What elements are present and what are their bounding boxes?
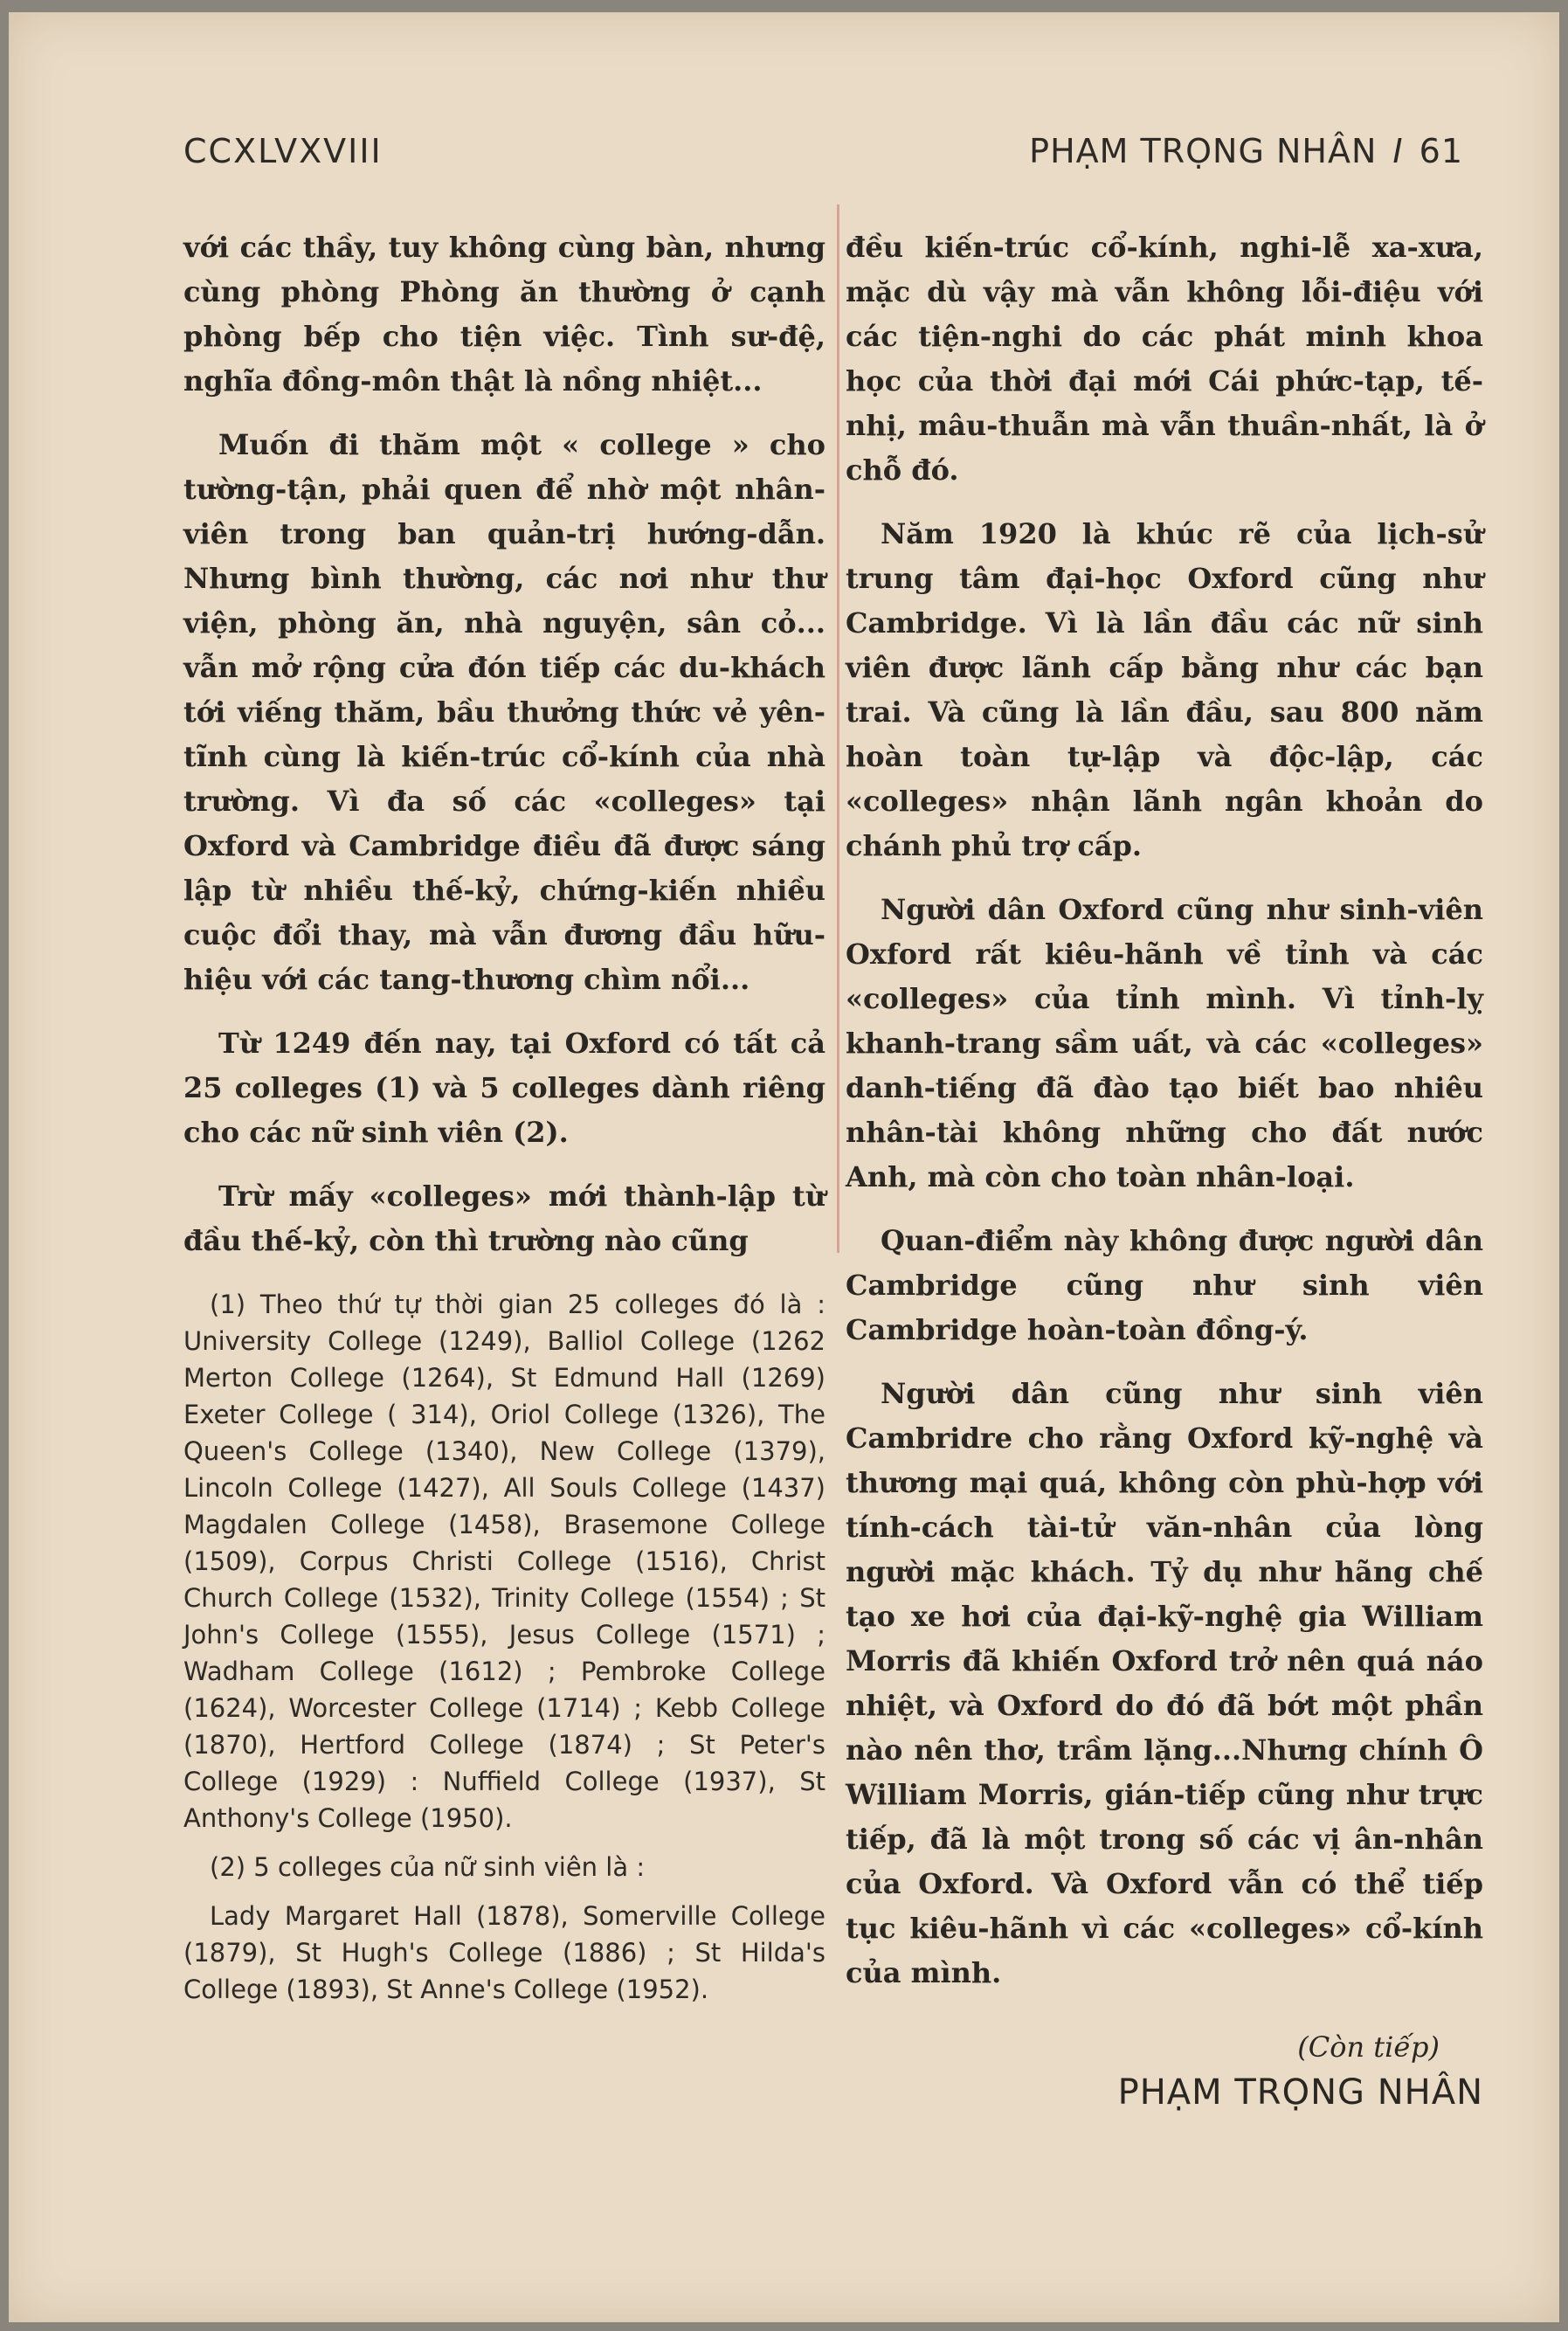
paragraph: đều kiến-trúc cổ-kính, nghi-lễ xa-xưa, mặc dù vậy mà vẫn không lỗi-điệu với các tiện-nghi do các phát minh khoa học của thời đại mới Cái phức-tạp, tế-nhị, mâu-thuẫn mà vẫn thuần-nhất, là ở chỗ đó.: [846, 231, 1483, 487]
footnote-2: (2) 5 colleges của nữ sinh viên là :: [210, 1852, 646, 1882]
paragraph: Người dân Oxford cũng như sinh-viên Oxford rất kiêu-hãnh về tỉnh và các «colleges» của tỉnh mình. Vì tỉnh-lỵ khanh-trang sầm uất, và các «colleges» danh-tiếng đã đào tạo biết bao nhiêu nhân-tài không những cho đất nước Anh, mà còn cho toàn nhân-loại.: [846, 893, 1483, 1193]
header-separator: I: [1392, 132, 1404, 170]
issue-label: CCXLVXVIII: [183, 132, 383, 170]
header-author: PHẠM TRỌNG NHÂN: [1029, 132, 1378, 170]
right-column: [846, 225, 1483, 2113]
continued-note: (Còn tiếp): [1297, 2030, 1440, 2064]
footnotes: [183, 1286, 825, 2008]
footnote-1: (1) Theo thứ tự thời gian 25 colleges đó là : University College (1249), Balliol College (1262 Merton College (1264), St Edmund Hall (1269) Exeter College ( 314), Oriol College (1326), The Queen's College (1340), New College (1379), Lincoln College (1427), All Souls College (1437) Magdalen College (1458), Brasemone College (1509), Corpus Christi College (1516), Christ Church College (1532), Trinity College (1554) ; St John's College (1555), Jesus College (1571) ; Wadham College (1612) ; Pembroke College (1624), Worcester College (1714) ; Kebb College (1870), Hertford College (1874) ; St Peter's College (1929) : Nuffield College (1937), St Anthony's College (1950).: [183, 1290, 825, 1833]
paragraph: Người dân cũng như sinh viên Cambridre cho rằng Oxford kỹ-nghệ và thương mại quá, không còn phù-hợp với tính-cách tài-tử văn-nhân của lòng người mặc khách. Tỷ dụ như hãng chế tạo xe hơi của đại-kỹ-nghệ gia William Morris đã khiến Oxford trở nên quá náo nhiệt, và Oxford do đó đã bớt một phần nào nên thơ, trầm lặng...Nhưng chính Ô William Morris, gián-tiếp cũng như trực tiếp, đã là một trong số các vị ân-nhân của Oxford. Và Oxford vẫn có thể tiếp tục kiêu-hãnh vì các «colleges» cổ-kính của mình.: [846, 1377, 1483, 1989]
paragraph: với các thầy, tuy không cùng bàn, nhưng cùng phòng Phòng ăn thường ở cạnh phòng bếp cho tiện việc. Tình sư-đệ, nghĩa đồng-môn thật là nồng nhiệt...: [183, 231, 825, 398]
paragraph: Quan-điểm này không được người dân Cambridge cũng như sinh viên Cambridge hoàn-toàn đồng-ý.: [846, 1224, 1483, 1346]
paragraph: Trừ mấy «colleges» mới thành-lập từ đầu thế-kỷ, còn thì trường nào cũng: [183, 1179, 825, 1257]
footnote-2-list: Lady Margaret Hall (1878), Somerville College (1879), St Hugh's College (1886) ; St Hilda's College (1893), St Anne's College (1952).: [183, 1901, 825, 2004]
paragraph: Muốn đi thăm một « college » cho tường-tận, phải quen để nhờ một nhân-viên trong ban quản-trị hướng-dẫn. Nhưng bình thường, các nơi như thư viện, phòng ăn, nhà nguyện, sân cỏ... vẫn mở rộng cửa đón tiếp các du-khách tới viếng thăm, bầu thưởng thức vẻ yên-tĩnh cùng là kiến-trúc cổ-kính của nhà trường. Vì đa số các «colleges» tại Oxford và Cambridge điều đã được sáng lập từ nhiều thế-kỷ, chứng-kiến nhiều cuộc đổi thay, mà vẫn đương đầu hữu-hiệu với các tang-thương chìm nổi...: [183, 428, 825, 996]
paragraph: Năm 1920 là khúc rẽ của lịch-sử trung tâm đại-học Oxford cũng như Cambridge. Vì là lần đầu các nữ sinh viên được lãnh cấp bằng như các bạn trai. Và cũng là lần đầu, sau 800 năm hoàn toàn tự-lập và độc-lập, các «colleges» nhận lãnh ngân khoản do chánh phủ trợ cấp.: [846, 517, 1483, 862]
left-column: [183, 225, 825, 2020]
column-divider: [837, 204, 839, 1253]
magazine-page: [9, 12, 1559, 2322]
author-signature: PHẠM TRỌNG NHÂN: [1117, 2072, 1483, 2113]
page-header: [1029, 132, 1463, 170]
page-number: 61: [1419, 132, 1463, 170]
paragraph: Từ 1249 đến nay, tại Oxford có tất cả 25 colleges (1) và 5 colleges dành riêng cho các nữ sinh viên (2).: [183, 1027, 825, 1149]
